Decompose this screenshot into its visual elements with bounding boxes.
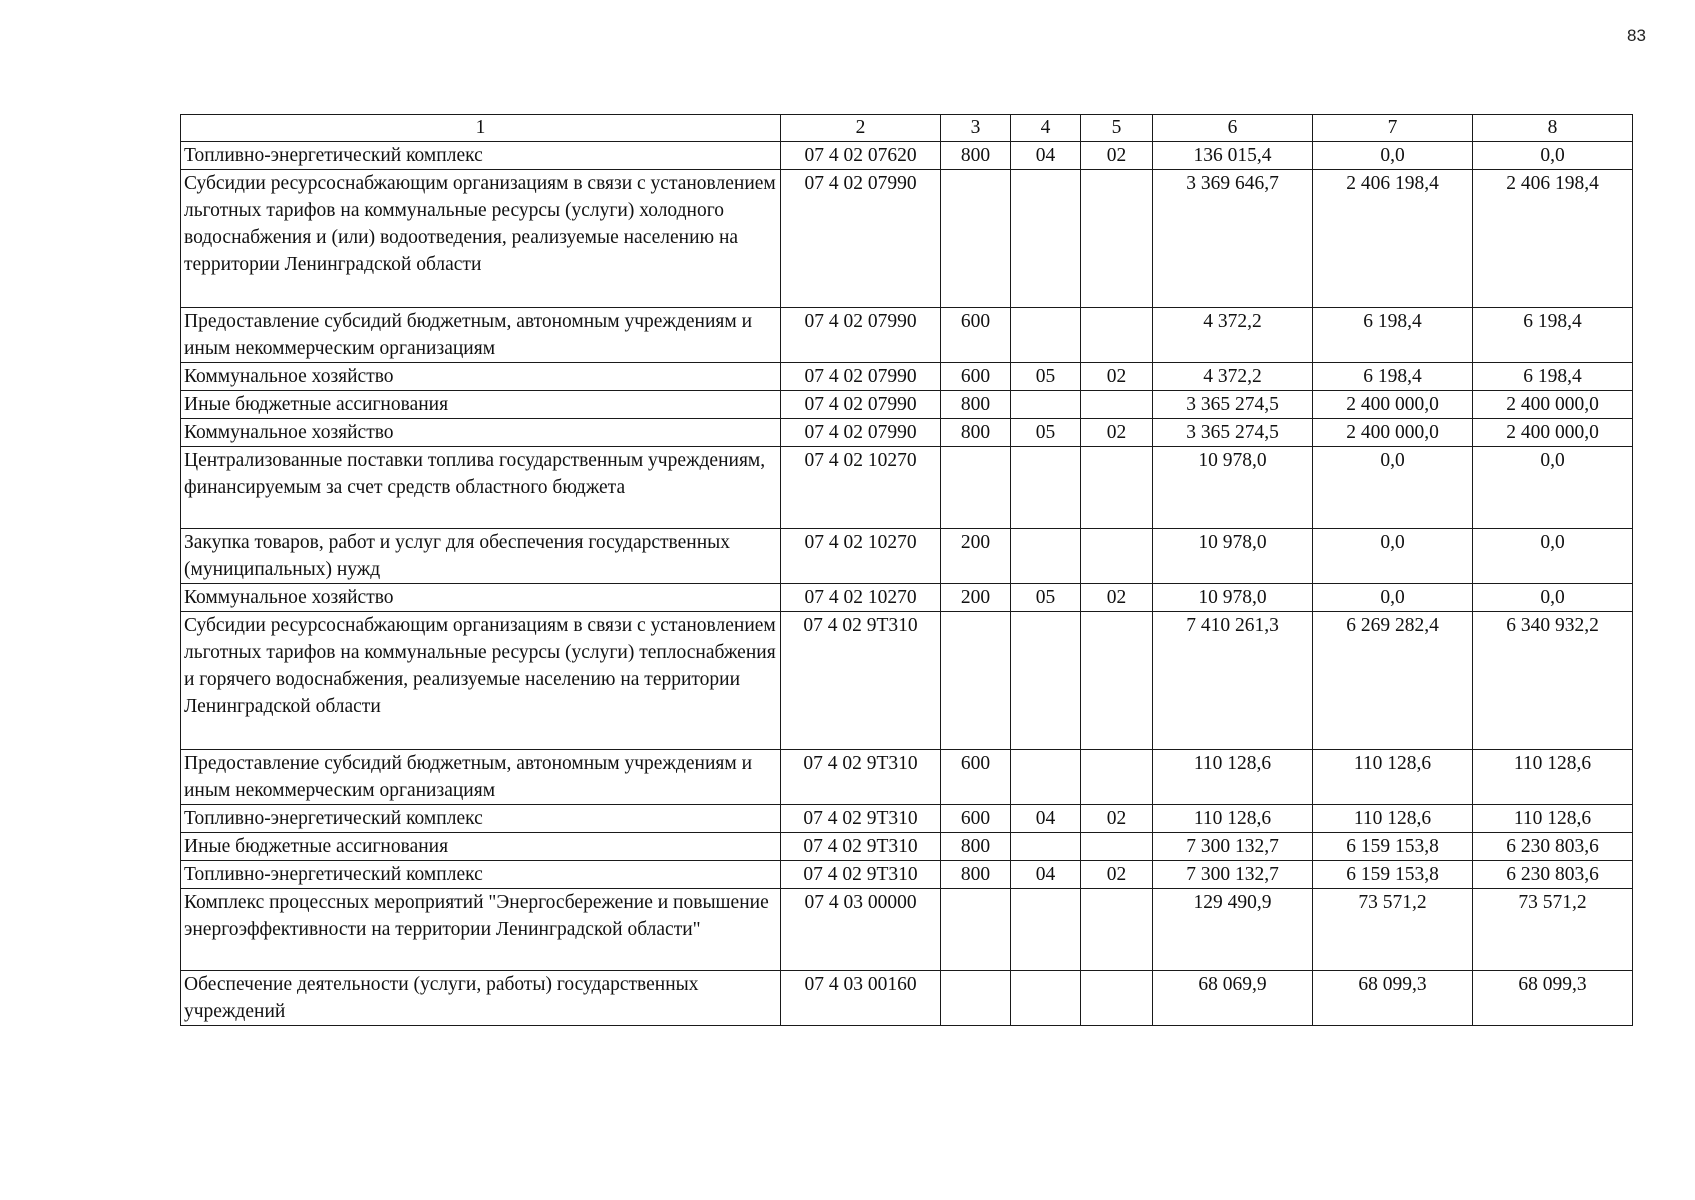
row-col5: 02 (1081, 584, 1153, 612)
row-value-7: 68 099,3 (1313, 971, 1473, 1026)
row-value-7: 110 128,6 (1313, 750, 1473, 805)
header-cell: 6 (1153, 115, 1313, 142)
row-col4 (1011, 391, 1081, 419)
row-code: 07 4 02 9Т310 (781, 861, 941, 889)
row-name: Коммунальное хозяйство (181, 584, 781, 612)
row-name: Субсидии ресурсоснабжающим организациям в связи с установлением льготных тарифов на коммунальные ресурсы (услуги) теплоснабжения и горячего водоснабжения, реализуемые населению на территории Ленинградской области (181, 612, 781, 750)
row-value-6: 4 372,2 (1153, 308, 1313, 363)
row-name: Комплекс процессных мероприятий "Энергосбережение и повышение энергоэффективности на территории Ленинградской области" (181, 889, 781, 971)
row-code: 07 4 02 9Т310 (781, 750, 941, 805)
row-code: 07 4 03 00160 (781, 971, 941, 1026)
row-value-8: 2 400 000,0 (1473, 419, 1633, 447)
table-row (181, 750, 1633, 805)
table-row (181, 363, 1633, 391)
row-code: 07 4 02 10270 (781, 447, 941, 529)
row-value-6: 110 128,6 (1153, 750, 1313, 805)
row-value-8: 0,0 (1473, 142, 1633, 170)
row-col3: 800 (941, 419, 1011, 447)
row-name: Топливно-энергетический комплекс (181, 142, 781, 170)
header-cell: 3 (941, 115, 1011, 142)
table-row (181, 584, 1633, 612)
row-col4: 05 (1011, 419, 1081, 447)
row-col5 (1081, 750, 1153, 805)
row-value-8: 2 400 000,0 (1473, 391, 1633, 419)
row-col5 (1081, 529, 1153, 584)
row-value-6: 7 300 132,7 (1153, 861, 1313, 889)
row-col5 (1081, 447, 1153, 529)
row-col3: 800 (941, 391, 1011, 419)
row-value-6: 10 978,0 (1153, 529, 1313, 584)
table-row (181, 889, 1633, 971)
row-value-7: 2 406 198,4 (1313, 170, 1473, 308)
row-col4 (1011, 612, 1081, 750)
row-value-7: 2 400 000,0 (1313, 391, 1473, 419)
row-code: 07 4 02 07990 (781, 170, 941, 308)
row-col4 (1011, 529, 1081, 584)
row-col3: 200 (941, 584, 1011, 612)
row-col5 (1081, 391, 1153, 419)
table-row (181, 142, 1633, 170)
row-code: 07 4 02 9Т310 (781, 833, 941, 861)
row-value-7: 73 571,2 (1313, 889, 1473, 971)
row-code: 07 4 02 9Т310 (781, 805, 941, 833)
row-value-7: 110 128,6 (1313, 805, 1473, 833)
header-cell: 1 (181, 115, 781, 142)
row-value-8: 6 340 932,2 (1473, 612, 1633, 750)
row-name: Иные бюджетные ассигнования (181, 391, 781, 419)
row-col5 (1081, 971, 1153, 1026)
header-cell: 2 (781, 115, 941, 142)
row-code: 07 4 02 07990 (781, 391, 941, 419)
row-col5 (1081, 612, 1153, 750)
row-value-7: 6 269 282,4 (1313, 612, 1473, 750)
table-row (181, 419, 1633, 447)
row-value-8: 6 230 803,6 (1473, 833, 1633, 861)
header-cell: 7 (1313, 115, 1473, 142)
row-col3: 800 (941, 142, 1011, 170)
table-row (181, 861, 1633, 889)
row-value-8: 0,0 (1473, 584, 1633, 612)
row-name: Предоставление субсидий бюджетным, автономным учреждениям и иным некоммерческим организациям (181, 308, 781, 363)
row-col3 (941, 889, 1011, 971)
row-col5 (1081, 833, 1153, 861)
row-value-8: 110 128,6 (1473, 805, 1633, 833)
table-row (181, 529, 1633, 584)
row-col5 (1081, 170, 1153, 308)
row-col3: 800 (941, 861, 1011, 889)
row-code: 07 4 02 07990 (781, 363, 941, 391)
table-row (181, 833, 1633, 861)
row-value-6: 110 128,6 (1153, 805, 1313, 833)
row-value-6: 136 015,4 (1153, 142, 1313, 170)
row-col3 (941, 971, 1011, 1026)
row-value-7: 0,0 (1313, 142, 1473, 170)
row-name: Коммунальное хозяйство (181, 419, 781, 447)
row-col3: 800 (941, 833, 1011, 861)
row-name: Топливно-энергетический комплекс (181, 861, 781, 889)
row-col4: 05 (1011, 584, 1081, 612)
row-code: 07 4 02 07990 (781, 419, 941, 447)
row-value-8: 110 128,6 (1473, 750, 1633, 805)
header-row (181, 115, 1633, 142)
row-value-7: 2 400 000,0 (1313, 419, 1473, 447)
header-cell: 8 (1473, 115, 1633, 142)
row-col4 (1011, 750, 1081, 805)
row-col5: 02 (1081, 419, 1153, 447)
row-col5 (1081, 889, 1153, 971)
row-code: 07 4 03 00000 (781, 889, 941, 971)
row-code: 07 4 02 9Т310 (781, 612, 941, 750)
row-value-6: 7 300 132,7 (1153, 833, 1313, 861)
row-value-6: 4 372,2 (1153, 363, 1313, 391)
row-name: Централизованные поставки топлива государственным учреждениям, финансируемым за счет средств областного бюджета (181, 447, 781, 529)
row-col3 (941, 612, 1011, 750)
row-col4 (1011, 889, 1081, 971)
row-value-6: 129 490,9 (1153, 889, 1313, 971)
row-value-7: 0,0 (1313, 584, 1473, 612)
row-value-7: 6 159 153,8 (1313, 861, 1473, 889)
table-row (181, 170, 1633, 308)
row-col3: 600 (941, 805, 1011, 833)
row-value-8: 73 571,2 (1473, 889, 1633, 971)
row-col4: 04 (1011, 805, 1081, 833)
row-value-7: 6 198,4 (1313, 363, 1473, 391)
header-cell: 5 (1081, 115, 1153, 142)
row-value-6: 3 365 274,5 (1153, 419, 1313, 447)
row-col4 (1011, 308, 1081, 363)
header-cell: 4 (1011, 115, 1081, 142)
row-name: Коммунальное хозяйство (181, 363, 781, 391)
row-col3: 600 (941, 308, 1011, 363)
row-value-8: 0,0 (1473, 529, 1633, 584)
row-col3 (941, 170, 1011, 308)
row-col4 (1011, 447, 1081, 529)
budget-table (180, 114, 1633, 1026)
row-col4 (1011, 170, 1081, 308)
row-col3 (941, 447, 1011, 529)
table-row (181, 308, 1633, 363)
row-name: Обеспечение деятельности (услуги, работы) государственных учреждений (181, 971, 781, 1026)
row-name: Предоставление субсидий бюджетным, автономным учреждениям и иным некоммерческим организациям (181, 750, 781, 805)
page-number: 83 (1627, 26, 1646, 45)
row-value-7: 0,0 (1313, 529, 1473, 584)
row-code: 07 4 02 07990 (781, 308, 941, 363)
row-value-6: 3 365 274,5 (1153, 391, 1313, 419)
table-row (181, 805, 1633, 833)
row-value-6: 10 978,0 (1153, 447, 1313, 529)
row-value-8: 6 198,4 (1473, 363, 1633, 391)
row-name: Закупка товаров, работ и услуг для обеспечения государственных (муниципальных) нужд (181, 529, 781, 584)
table-row (181, 612, 1633, 750)
row-col4 (1011, 833, 1081, 861)
row-value-6: 7 410 261,3 (1153, 612, 1313, 750)
row-col5 (1081, 308, 1153, 363)
table-row (181, 391, 1633, 419)
row-value-8: 2 406 198,4 (1473, 170, 1633, 308)
row-code: 07 4 02 07620 (781, 142, 941, 170)
row-col4 (1011, 971, 1081, 1026)
row-code: 07 4 02 10270 (781, 529, 941, 584)
row-col4: 04 (1011, 142, 1081, 170)
row-value-8: 6 230 803,6 (1473, 861, 1633, 889)
row-value-6: 10 978,0 (1153, 584, 1313, 612)
row-value-6: 68 069,9 (1153, 971, 1313, 1026)
row-col5: 02 (1081, 805, 1153, 833)
row-value-8: 68 099,3 (1473, 971, 1633, 1026)
table-row (181, 971, 1633, 1026)
row-col5: 02 (1081, 142, 1153, 170)
row-name: Иные бюджетные ассигнования (181, 833, 781, 861)
row-col3: 600 (941, 363, 1011, 391)
row-name: Топливно-энергетический комплекс (181, 805, 781, 833)
row-col3: 200 (941, 529, 1011, 584)
row-value-6: 3 369 646,7 (1153, 170, 1313, 308)
row-col5: 02 (1081, 363, 1153, 391)
row-col4: 05 (1011, 363, 1081, 391)
row-value-7: 0,0 (1313, 447, 1473, 529)
row-col4: 04 (1011, 861, 1081, 889)
row-name: Субсидии ресурсоснабжающим организациям в связи с установлением льготных тарифов на коммунальные ресурсы (услуги) холодного водоснабжения и (или) водоотведения, реализуемые населению на территории Ленинградской области (181, 170, 781, 308)
row-code: 07 4 02 10270 (781, 584, 941, 612)
row-value-7: 6 159 153,8 (1313, 833, 1473, 861)
row-value-8: 6 198,4 (1473, 308, 1633, 363)
row-col5: 02 (1081, 861, 1153, 889)
row-value-8: 0,0 (1473, 447, 1633, 529)
row-col3: 600 (941, 750, 1011, 805)
row-value-7: 6 198,4 (1313, 308, 1473, 363)
table-row (181, 447, 1633, 529)
